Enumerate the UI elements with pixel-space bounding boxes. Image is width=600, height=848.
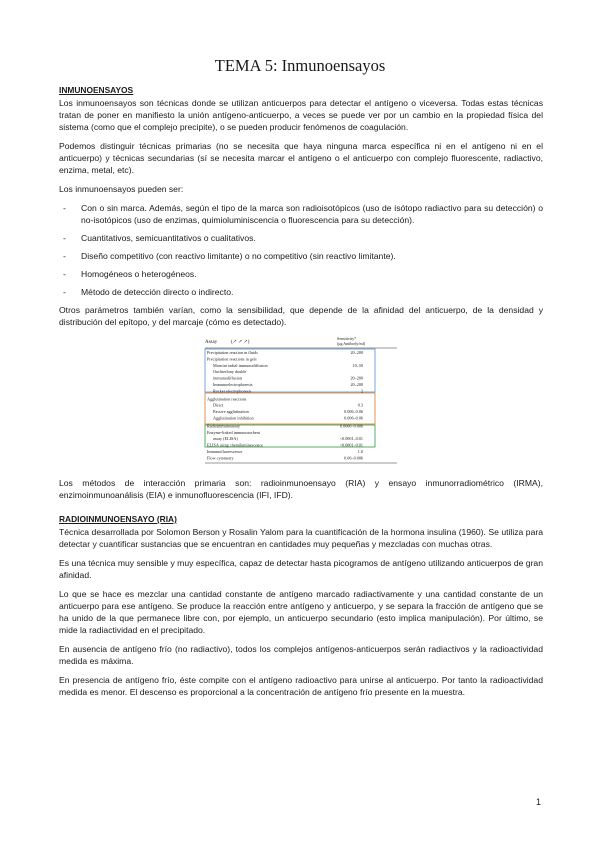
figure-row-label: Flow cytometry [207,455,234,461]
figure-row-label: immunodiffusion [213,375,243,381]
list-dash: - [63,269,66,279]
list-item-text: Diseño competitivo (con reactivo limitante) o no competitivo (sin reactivo limitante). [81,251,396,261]
paragraph: Es una técnica muy sensible y muy específica, capaz de detectar hasta picogramos de antígeno utilizando anticuerpos de gran afinidad. [59,558,543,580]
figure-row-value: 0.06–0.006 [344,455,363,461]
figure-row-label: Mancini radial immunodiffusion [213,362,268,368]
paragraph: Los inmunoensayos son técnicas donde se utilizan anticuerpos para detectar el antígeno o viceversa. Todas estas técnicas tratan de poner en manifiesto la unión antígeno-anticuerpo, a veces se puede ver por un cambio en la propiedad física del sistema (como que el complejo precipite), o se pueden producir fenómenos de coagulación. [59,98,543,132]
figure-row-value: <0.0001–0.01 [339,436,363,442]
figure-row-label: Agglutination reactions [207,396,247,402]
figure-row-value: 20–200 [350,350,363,355]
figure-row-label: Enzyme-linked immunosorbent [207,429,260,435]
figure-col-unit: (μg Antibody/ml) [337,341,366,346]
list-dash: - [63,287,66,297]
figure-row-value: 1.0 [357,449,363,454]
paragraph: Los inmunoensayos pueden ser: [59,184,184,194]
figure-row-label: assay (ELISA) [213,436,238,442]
figure-row-label: Immunofluorescence [207,449,243,454]
figure-row-value: <0.0001–0.01 [339,442,363,448]
figure-row-value: 20–200 [350,382,363,387]
paragraph: Los métodos de interacción primaria son: radioinmunoensayo (RIA) y ensayo inmunorradiométrico (IRMA), enzimoinmunoanálisis (EIA) e inmunofluorescencia (IFI, IFD). [59,478,543,500]
section-heading-ria: RADIOINMUNOENSAYO (RIA) [59,514,177,524]
page-title: TEMA 5: Inmunoensayos [214,56,386,75]
paragraph: En presencia de antígeno frío, éste compite con el antígeno radioactivo para unirse al anticuerpo. Por tanto la radioactividad medida es menor. El descenso es proporcional a la concentración de antígeno frío presente en la muestra. [59,675,543,697]
figure-row-label: Precipitation reactions in gels [207,356,257,362]
figure-row-label: Passive agglutination [213,409,249,415]
list-dash: - [63,233,66,243]
list-item [59,286,543,298]
section-heading-inmunoensayos: INMUNOENSAYOS [59,85,134,95]
figure-col-sensitivity: Sensitivity* [337,336,357,341]
figure-row-value: 0.3 [357,402,363,408]
handwritten-annotation: (↗ ↗ ↗) [231,340,250,345]
list-item [59,250,543,262]
figure-row-label: Rocket electrophoresis [213,388,252,394]
page-number: 1 [536,797,542,807]
figure-row-label: Immunoelectrophoresis [213,382,253,387]
sensitivity-table-image [203,335,399,467]
list-item [59,202,543,226]
paragraph: Otros parámetros también varían, como la sensibilidad, que depende de la afinidad del anticuerpo, de la densidad y distribución del epítopo, y del marcaje (cómo es detectado). [59,305,543,327]
figure-row-value: 0.0006–0.006 [339,423,363,429]
page-content [59,84,543,705]
types-list [59,202,543,298]
list-item-text: Homogéneos o heterogéneos. [81,269,197,279]
figure-row-label: Radioimmunoassay [207,423,241,429]
figure-row-label: Direct [213,402,224,408]
figure-row-value: 0.006–0.06 [344,409,363,415]
figure-row-value: 10–50 [352,362,363,368]
figure-row-label: Agglutination inhibition [213,415,254,421]
list-item-text: Cuantitativos, semicuantitativos o cualitativos. [81,233,256,243]
paragraph: En ausencia de antígeno frío (no radiactivo), todos los complejos antígenos-anticuerpos serán radiactivos y la radioactividad medida es máxima. [59,644,543,666]
figure-col-assay: Assay [205,340,218,345]
sensitivity-table-figure [203,335,399,467]
list-item-text: Con o sin marca. Además, según el tipo de la marca son radioisotópicos (uso de isótopo radiactivo para su detección) o no-isotópicos (uso de enzimas, quimioluminiscencia o fluorescencia para su detección). [81,203,543,225]
list-item [59,268,543,280]
paragraph: Técnica desarrollada por Solomon Berson y Rosalin Yalom para la cuantificación de la hormona insulina (1960). Se utiliza para detectar y cuantificar sustancias que se encuentran en cantidades muy pequeñas y mezcladas con muchas otras. [59,527,543,549]
paragraph: Podemos distinguir técnicas primarias (no se necesita que haya ninguna marca específica ni en el antígeno ni en el anticuerpo) y técnicas secundarias (sí se necesita marcar el antígeno o el anticuerpo con complejo fluorescente, radiactivo, enzima, metal, etc). [59,141,543,175]
list-dash: - [63,203,66,213]
figure-row-label: Ouchterlony double [213,369,247,375]
figure-row-value: 0.006–0.06 [344,415,363,421]
list-item [59,232,543,244]
figure-row-label: Precipitation reaction in fluids [207,350,258,355]
figure-row-label: ELISA using chemiluminescence [207,442,263,448]
figure-row-value: 20–200 [350,375,363,381]
list-item-text: Método de detección directo o indirecto. [81,287,234,297]
list-dash: - [63,251,66,261]
paragraph: Lo que se hace es mezclar una cantidad constante de antígeno marcado radiactivamente y una cantidad constante de un anticuerpo para ese antígeno. Se produce la reacción entre antígeno y anticuerpo, y se separa la fracción de antígeno que se ha unido de la que permanece libre con, por ejemplo, un anticuerpo secundario (esto implica manipulación). Por último, se mide la radiactividad en el precipitado. [59,589,543,635]
figure-row-value: 2 [360,388,363,394]
